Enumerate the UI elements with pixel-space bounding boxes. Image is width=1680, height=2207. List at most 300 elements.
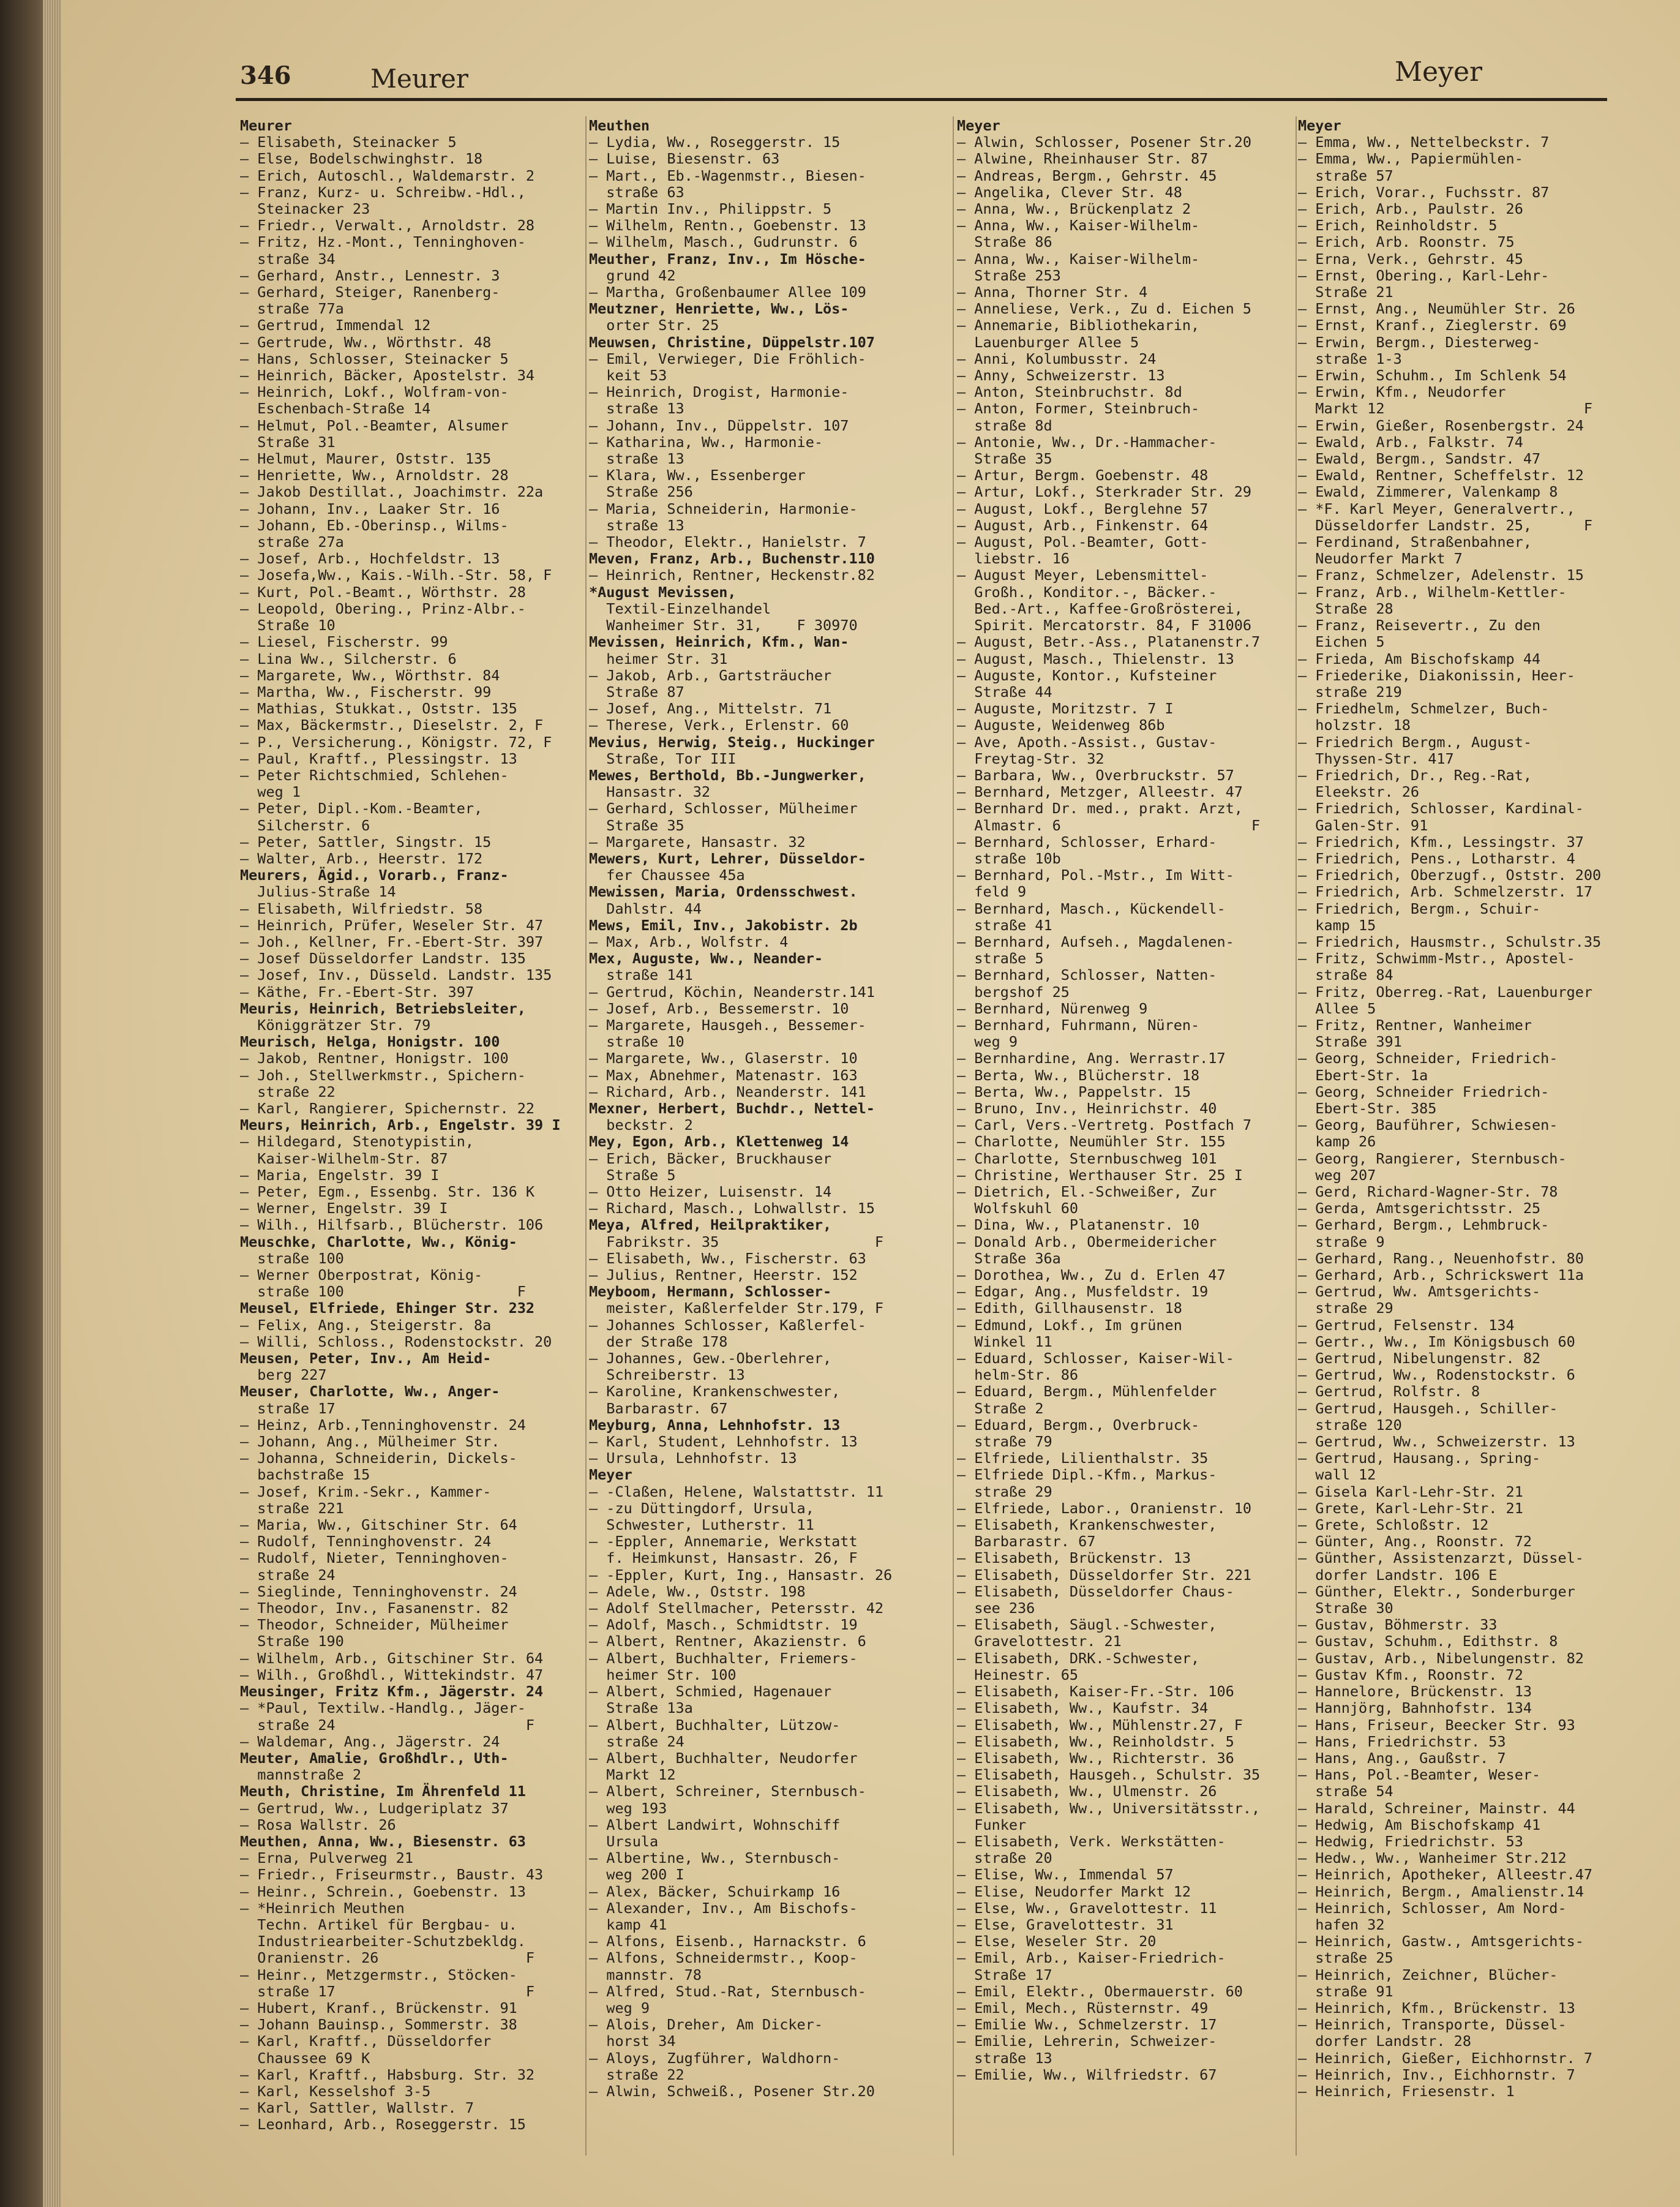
directory-entry-line: — Josef, Arb., Hochfeldstr. 13 [240,550,500,568]
directory-entry-line: — Erwin, Schuhm., Im Schlenk 54 [1298,367,1567,385]
directory-entry-line: — Georg, Schneider, Friedrich- [1298,1050,1558,1067]
directory-entry-line: Straße 30 [1298,1600,1393,1617]
directory-entry-line: Meuris, Heinrich, Betriebsleiter, [240,999,526,1017]
directory-entry-line: Barbarastr. 67 [957,1533,1096,1551]
directory-entry-line: — Heinrich, Gießer, Eichhornstr. 7 [1298,2049,1593,2067]
directory-entry-line: straße 17 F [240,1982,535,2000]
directory-entry-line: — Elisabeth, Krankenschwester, [957,1516,1217,1534]
directory-entry-line: — Margarete, Ww., Glaserstr. 10 [589,1050,858,1067]
directory-entry-line: Mexner, Herbert, Buchdr., Nettel- [589,1099,875,1117]
directory-entry-line: Steinacker 23 [240,200,370,218]
directory-entry-line: — Erwin, Gießer, Rosenbergstr. 24 [1298,416,1584,434]
directory-entry-line: — Gustav, Schuhm., Edithstr. 8 [1298,1633,1558,1650]
directory-entry-line: fer Chaussee 45a [589,867,745,884]
directory-entry-line: — Alfons, Schneidermstr., Koop- [589,1949,858,1967]
directory-entry-line: horst 34 [589,2032,676,2050]
directory-entry-line: — -Eppler, Kurt, Ing., Hansastr. 26 [589,1566,893,1584]
directory-entry-line: Meyburg, Anna, Lehnhofstr. 13 [589,1416,841,1434]
directory-entry-line: — Elfriede, Lilienthalstr. 35 [957,1449,1209,1467]
directory-entry-line: holzstr. 18 [1298,716,1411,734]
directory-entry-line: Meyer [1298,118,1341,134]
directory-entry-line: straße 9 [1298,1233,1385,1250]
directory-entry-line: — Erich, Autoschl., Waldemarstr. 2 [240,167,535,184]
directory-entry-line: — Fritz, Hz.-Mont., Tenninghoven- [240,233,526,251]
directory-entry-line: — Friedrich Bergm., August- [1298,733,1532,751]
directory-entry-line: — Gertrud, Rolfstr. 8 [1298,1383,1480,1401]
directory-entry-line: — Josef, Ang., Mittelstr. 71 [589,700,832,718]
directory-entry-line: Meuwsen, Christine, Düppelstr.107 [589,333,875,351]
directory-entry-line: — Lydia, Ww., Roseggerstr. 15 [589,133,841,151]
directory-entry-line: — Else, Gravelottestr. 31 [957,1916,1174,1933]
directory-entry-line: — Gertrud, Köchin, Neanderstr.141 [589,983,875,1001]
directory-entry-line: Meven, Franz, Arb., Buchenstr.110 [589,550,875,568]
directory-entry-line: — Albertine, Ww., Sternbusch- [589,1849,841,1867]
directory-entry-line: — Elisabeth, Ww., Kaufstr. 34 [957,1699,1209,1717]
directory-entry-line: meister, Kaßlerfelder Str.179, F [589,1299,884,1317]
directory-entry-line: — Gertrud, Ww., Rodenstockstr. 6 [1298,1366,1575,1384]
directory-entry-line: — Anna, Ww., Kaiser-Wilhelm- [957,217,1200,235]
directory-entry-line: — August, Betr.-Ass., Platanenstr.7 [957,633,1261,651]
directory-entry-line: — Elisabeth, Hausgeh., Schulstr. 35 [957,1766,1261,1784]
column-4 [1298,118,1678,2187]
directory-entry-line: — Erna, Verk., Gehrstr. 45 [1298,250,1523,268]
directory-entry-line: heimer Str. 31 [589,650,728,667]
directory-entry-line: Mewes, Berthold, Bb.-Jungwerker, [589,766,866,784]
directory-entry-line: — August Meyer, Lebensmittel- [957,566,1209,584]
directory-entry-line: Gravelottestr. 21 [957,1633,1122,1650]
directory-entry-line: Wanheimer Str. 31, F 30970 [589,617,858,634]
directory-entry-line: Meurs, Heinrich, Arb., Engelstr. 39 I [240,1116,561,1134]
directory-entry-line: — Alwin, Schweiß., Posener Str.20 [589,2082,875,2100]
directory-entry-line: straße 29 [1298,1299,1393,1317]
directory-entry-line: — Elisabeth, DRK.-Schwester, [957,1649,1200,1667]
directory-entry-line: Straße 10 [240,617,336,634]
directory-entry-line: — Alex, Bäcker, Schuirkamp 16 [589,1882,841,1900]
directory-entry-line: — Fritz, Oberreg.-Rat, Lauenburger [1298,983,1593,1001]
directory-entry-line: — Franz, Arb., Wilhelm-Kettler- [1298,583,1567,601]
directory-entry-line: straße 20 [957,1849,1052,1867]
directory-entry-line: Kaiser-Wilhelm-Str. 87 [240,1149,448,1167]
directory-entry-line: Neudorfer Markt 7 [1298,550,1463,568]
directory-entry-line: Dahlstr. 44 [589,900,702,917]
directory-entry-line: — Sieglinde, Tenninghovenstr. 24 [240,1582,517,1600]
directory-entry-line: Funker [957,1816,1027,1833]
directory-entry-line: — Johannes Schlosser, Kaßlerfel- [589,1316,866,1334]
directory-entry-line: — Bernhard, Metzger, Alleestr. 47 [957,783,1243,801]
directory-entry-line: — Elisabeth, Ww., Ulmenstr. 26 [957,1783,1217,1800]
directory-entry-line: — Gertrud, Hausang., Spring- [1298,1449,1541,1467]
directory-entry-line: Straße 17 [957,1966,1052,1983]
directory-entry-line: — Ernst, Ang., Neumühler Str. 26 [1298,300,1575,318]
directory-entry-line: — Hannelore, Brückenstr. 13 [1298,1683,1532,1701]
directory-entry-line: — Heinr., Schrein., Goebenstr. 13 [240,1882,526,1900]
directory-entry-line: — Gerhard, Rang., Neuenhofstr. 80 [1298,1249,1584,1267]
directory-entry-line: feld 9 [957,883,1027,901]
directory-entry-line: — Elisabeth, Wilfriedstr. 58 [240,900,483,917]
directory-entry-line: — Friedr., Verwalt., Arnoldstr. 28 [240,217,535,235]
directory-entry-line: — Johann, Inv., Laaker Str. 16 [240,500,500,517]
directory-entry-line: — Gertrud, Immendal 12 [240,317,431,334]
directory-entry-line: beckstr. 2 [589,1116,693,1134]
directory-entry-line: — Peter, Egm., Essenbg. Str. 136 K [240,1183,535,1200]
directory-entry-line: — Gerhard, Bergm., Lehmbruck- [1298,1216,1550,1234]
directory-entry-line: Almastr. 6 F [957,816,1261,834]
directory-entry-line: — Julius, Rentner, Heerstr. 152 [589,1266,858,1284]
directory-entry-line: Techn. Artikel für Bergbau- u. [240,1916,517,1933]
directory-entry-line: — Anna, Ww., Kaiser-Wilhelm- [957,250,1200,268]
directory-entry-line: — Adolf, Masch., Schmidtstr. 19 [589,1616,858,1634]
directory-entry-line: — Ernst, Kranf., Zieglerstr. 69 [1298,317,1567,334]
directory-entry-line: — Leopold, Obering., Prinz-Albr.- [240,600,526,617]
directory-entry-line: berg 227 [240,1366,327,1384]
directory-entry-line: — Rudolf, Nieter, Tenninghoven- [240,1549,509,1567]
directory-entry-line: — Heinrich, Prüfer, Weseler Str. 47 [240,916,544,934]
directory-entry-line: — Richard, Masch., Lohwallstr. 15 [589,1200,875,1217]
page-number: 346 [240,61,291,90]
directory-entry-line: — Barbara, Ww., Overbruckstr. 57 [957,766,1234,784]
column-3 [957,118,1332,2187]
directory-entry-line: — Luise, Biesenstr. 63 [589,150,780,168]
directory-entry-line: — Helmut, Pol.-Beamter, Alsumer [240,416,509,434]
directory-entry-line: Straße 35 [957,450,1052,468]
directory-entry-line: — Andreas, Bergm., Gehrstr. 45 [957,167,1217,184]
directory-entry-line: straße 221 [240,1499,344,1517]
directory-entry-line: — Johannes, Gew.-Oberlehrer, [589,1350,832,1367]
directory-entry-line: Meyboom, Hermann, Schlosser- [589,1283,832,1301]
directory-entry-line: — Otto Heizer, Luisenstr. 14 [589,1183,832,1200]
directory-entry-line: — Dorothea, Ww., Zu d. Erlen 47 [957,1266,1226,1284]
directory-entry-line: — Heinrich, Apotheker, Alleestr.47 [1298,1866,1593,1884]
directory-entry-line: — Heinrich, Bergm., Amalienstr.14 [1298,1882,1584,1900]
directory-entry-line: straße 22 [589,2066,684,2083]
directory-entry-line: — Georg, Schneider Friedrich- [1298,1083,1550,1100]
directory-entry-line: Straße 35 [589,816,684,834]
directory-entry-line: — Friedrich, Pens., Lotharstr. 4 [1298,849,1575,867]
directory-entry-line: — Hans, Friseur, Beecker Str. 93 [1298,1716,1575,1734]
directory-entry-line: kamp 15 [1298,916,1376,934]
directory-entry-line: — Friedhelm, Schmelzer, Buch- [1298,700,1550,718]
directory-entry-line: — Elisabeth, Ww., Mühlenstr.27, F [957,1716,1243,1734]
directory-entry-line: — Margarete, Hausgeh., Bessemer- [589,1016,866,1034]
directory-entry-line: straße 77a [240,300,344,318]
directory-entry-line: straße 79 [957,1433,1052,1451]
directory-entry-line: Straße 190 [240,1633,344,1650]
directory-entry-line: Großh., Konditor.-, Bäcker.- [957,583,1217,601]
directory-entry-line: — Gerhard, Schlosser, Mülheimer [589,800,858,818]
directory-entry-line: — Erich, Reinholdstr. 5 [1298,217,1498,235]
directory-entry-line: Mevissen, Heinrich, Kfm., Wan- [589,633,849,651]
directory-entry-line: — Anneliese, Verk., Zu d. Eichen 5 [957,300,1252,318]
directory-entry-line: Mewissen, Maria, Ordensschwest. [589,883,858,901]
directory-entry-line: — Grete, Karl-Lehr-Str. 21 [1298,1499,1523,1517]
directory-entry-line: Straße 13a [589,1699,693,1717]
directory-entry-line: — *F. Karl Meyer, Generalvertr., [1298,500,1575,517]
directory-entry-line: — Joh., Stellwerkmstr., Spichern- [240,1066,526,1084]
directory-entry-line: — Josef, Arb., Bessemerstr. 10 [589,999,849,1017]
directory-entry-line: — Friedrich, Dr., Reg.-Rat, [1298,766,1532,784]
directory-entry-line: — Bernhard, Aufseh., Magdalenen- [957,933,1234,950]
directory-entry-line: — Emma, Ww., Nettelbeckstr. 7 [1298,133,1550,151]
directory-entry-line: — Aloys, Zugführer, Waldhorn- [589,2049,841,2067]
directory-entry-line: Silcherstr. 6 [240,816,370,834]
directory-entry-line: Meyer [589,1466,632,1484]
directory-entry-line: weg 207 [1298,1166,1376,1184]
directory-entry-line: — Auguste, Weidenweg 86b [957,716,1165,734]
directory-entry-line: mannstr. 78 [589,1966,702,1983]
directory-entry-line: Spirit. Mercatorstr. 84, F 31006 [957,617,1252,634]
directory-entry-line: — Hans, Ang., Gaußstr. 7 [1298,1749,1506,1767]
directory-entry-line: Ursula [589,1832,659,1850]
directory-entry-line: Industriearbeiter-Schutzbekldg. [240,1933,526,1950]
directory-entry-line: — Bernhard Dr. med., prakt. Arzt, [957,800,1243,818]
directory-entry-line: Julius-Straße 14 [240,883,396,901]
directory-entry-line: — Anton, Steinbruchstr. 8d [957,383,1182,401]
directory-entry-line: straße 13 [589,516,684,534]
directory-entry-line: — Gerda, Amtsgerichtsstr. 25 [1298,1200,1541,1217]
directory-entry-line: — Wilh., Großhdl., Wittekindstr. 47 [240,1666,544,1683]
directory-entry-line: — Grete, Schloßstr. 12 [1298,1516,1489,1534]
directory-entry-line: — Liesel, Fischerstr. 99 [240,633,448,651]
directory-entry-line: — Elisabeth, Verk. Werkstätten- [957,1832,1226,1850]
directory-entry-line: Barbarastr. 67 [589,1399,728,1417]
directory-entry-line: straße 13 [957,2049,1052,2067]
directory-entry-line: — Peter Richtschmied, Schlehen- [240,766,509,784]
directory-entry-line: *August Mevissen, [589,583,737,601]
directory-entry-line: — Albert Landwirt, Wohnschiff [589,1816,841,1833]
directory-entry-line: — Antonie, Ww., Dr.-Hammacher- [957,433,1217,451]
directory-entry-line: — Hedwig, Friedrichstr. 53 [1298,1832,1523,1850]
directory-entry-line: — Lina Ww., Silcherstr. 6 [240,650,457,667]
directory-entry-line: — Karl, Kesselshof 3-5 [240,2082,431,2100]
directory-entry-line: Straße 36a [957,1249,1061,1267]
directory-entry-line: — Hans, Pol.-Beamter, Weser- [1298,1766,1541,1784]
directory-entry-line: — Maria, Schneiderin, Harmonie- [589,500,858,517]
directory-entry-line: — Friederike, Diakonissin, Heer- [1298,666,1575,684]
directory-entry-line: — Maria, Engelstr. 39 I [240,1166,440,1184]
directory-entry-line: — Franz, Reisevertr., Zu den [1298,617,1541,634]
directory-entry-line: — Emilie, Lehrerin, Schweizer- [957,2032,1217,2050]
directory-entry-line: — Berta, Ww., Blücherstr. 18 [957,1066,1200,1084]
directory-entry-line: — Elisabeth, Ww., Fischerstr. 63 [589,1249,866,1267]
directory-entry-line: — Margarete, Ww., Wörthstr. 84 [240,666,500,684]
directory-entry-line: straße 24 [589,1732,684,1750]
directory-entry-line: — Adele, Ww., Oststr. 198 [589,1582,806,1600]
directory-entry-line: — Karl, Rangierer, Spichernstr. 22 [240,1099,535,1117]
directory-entry-line: — Friedrich, Hausmstr., Schulstr.35 [1298,933,1602,950]
directory-entry-line: — Hildegard, Stenotypistin, [240,1133,474,1151]
directory-entry-line: — Elisabeth, Düsseldorfer Str. 221 [957,1566,1252,1584]
directory-entry-line: — Else, Bodelschwinghstr. 18 [240,150,483,168]
directory-entry-line: — Ewald, Arb., Falkstr. 74 [1298,433,1523,451]
directory-entry-line: straße 1-3 [1298,350,1402,367]
directory-entry-line: Straße 28 [1298,600,1393,617]
directory-entry-line: straße 13 [589,400,684,418]
directory-entry-line: Meyer [957,118,1000,134]
header-right-title: Meyer [1395,56,1483,88]
directory-entry-line: — Gertrude, Ww., Wörthstr. 48 [240,333,492,351]
directory-entry-line: — Edmund, Lokf., Im grünen [957,1316,1182,1334]
directory-entry-line: — Else, Ww., Gravelottestr. 11 [957,1899,1217,1917]
directory-entry-line: — Alwin, Schlosser, Posener Str.20 [957,133,1252,151]
directory-entry-line: Straße 253 [957,266,1061,284]
directory-entry-line: Meuthen, Anna, Ww., Biesenstr. 63 [240,1832,526,1850]
directory-entry-line: — Hubert, Kranf., Brückenstr. 91 [240,1999,517,2017]
directory-entry-line: Schwester, Lutherstr. 11 [589,1516,814,1534]
directory-entry-line: weg 9 [589,1999,650,2017]
directory-entry-line: — Richard, Arb., Neanderstr. 141 [589,1083,866,1100]
directory-entry-line: straße 24 [240,1566,336,1584]
directory-entry-line: — Friedrich, Arb. Schmelzerstr. 17 [1298,883,1593,901]
directory-entry-line: — Gustav, Böhmerstr. 33 [1298,1616,1498,1634]
directory-entry-line: — Heinrich, Gastw., Amtsgerichts- [1298,1933,1584,1950]
directory-entry-line: — P., Versicherung., Königstr. 72, F [240,733,552,751]
directory-entry-line: Allee 5 [1298,999,1376,1017]
directory-entry-line: — Gertrud, Ww. Amtsgerichts- [1298,1283,1541,1301]
directory-entry-line: — Anny, Schweizerstr. 13 [957,367,1165,385]
directory-entry-line: — Rudolf, Tenninghovenstr. 24 [240,1533,492,1551]
directory-entry-line: straße 57 [1298,167,1393,184]
directory-entry-line: — Franz, Kurz- u. Schreibw.-Hdl., [240,183,526,201]
directory-entry-line: — Albert, Buchhalter, Friemers- [589,1649,858,1667]
directory-entry-line: — Walter, Arb., Heerstr. 172 [240,849,483,867]
directory-entry-line: — Emilie, Ww., Wilfriedstr. 67 [957,2066,1217,2083]
directory-entry-line: straße 10b [957,849,1061,867]
directory-entry-line: — Werner, Engelstr. 39 I [240,1200,448,1217]
directory-entry-line: — Waldemar, Ang., Jägerstr. 24 [240,1732,500,1750]
directory-entry-line: straße 63 [589,183,684,201]
directory-entry-line: see 236 [957,1600,1035,1617]
directory-entry-line: — Emil, Elektr., Obermauerstr. 60 [957,1982,1243,2000]
directory-entry-line: — Josef, Inv., Düsseld. Landstr. 135 [240,966,552,984]
directory-entry-line: — Paul, Kraftf., Plessingstr. 13 [240,750,517,767]
directory-entry-line: — -zu Düttingdorf, Ursula, [589,1499,814,1517]
directory-entry-line: — Alwine, Rheinhauser Str. 87 [957,150,1209,168]
directory-entry-line: Thyssen-Str. 417 [1298,750,1454,767]
directory-entry-line: straße 24 F [240,1716,535,1734]
directory-entry-line: — Annemarie, Bibliothekarin, [957,317,1200,334]
directory-entry-line: — Maria, Ww., Gitschiner Str. 64 [240,1516,517,1534]
directory-entry-line: — Bernhard, Pol.-Mstr., Im Witt- [957,867,1234,884]
directory-entry-line: Freytag-Str. 32 [957,750,1104,767]
directory-entry-line: — -Eppler, Annemarie, Werkstatt [589,1533,858,1551]
directory-entry-line: Meuter, Amalie, Großhdlr., Uth- [240,1749,509,1767]
directory-entry-line: Meya, Alfred, Heilpraktiker, [589,1216,832,1234]
directory-entry-line: straße 5 [957,950,1044,968]
directory-entry-line: — Erich, Arb., Paulstr. 26 [1298,200,1523,218]
directory-entry-line: Straße, Tor III [589,750,737,767]
directory-entry-line: — Auguste, Moritzstr. 7 I [957,700,1174,718]
directory-entry-line: Textil-Einzelhandel [589,600,771,617]
directory-entry-line: — Emil, Arb., Kaiser-Friedrich- [957,1949,1226,1967]
directory-entry-line: straße 25 [1298,1949,1393,1967]
directory-entry-line: — Elfriede, Labor., Oranienstr. 10 [957,1499,1252,1517]
directory-entry-line: wall 12 [1298,1466,1376,1484]
directory-entry-line: — Felix, Ang., Steigerstr. 8a [240,1316,492,1334]
directory-entry-line: Ebert-Str. 385 [1298,1099,1437,1117]
directory-entry-line: weg 1 [240,783,301,801]
directory-entry-line: straße 219 [1298,683,1402,701]
directory-entry-line: — Anton, Former, Steinbruch- [957,400,1200,418]
directory-entry-line: Fabrikstr. 35 F [589,1233,884,1250]
directory-entry-line: — Gertrud, Hausgeh., Schiller- [1298,1399,1558,1417]
directory-entry-line: — Bernhard, Schlosser, Erhard- [957,833,1217,851]
directory-entry-line: — Harald, Schreiner, Mainstr. 44 [1298,1799,1575,1817]
directory-entry-line: — Bernhard, Fuhrmann, Nüren- [957,1016,1200,1034]
directory-entry-line: — Albert, Schmied, Hagenauer [589,1683,832,1701]
directory-entry-line: — Albert, Schreiner, Sternbusch- [589,1783,866,1800]
directory-entry-line: straße 100 [240,1249,344,1267]
directory-entry-line: heimer Str. 100 [589,1666,737,1683]
directory-entry-line: — Heinrich, Zeichner, Blücher- [1298,1966,1558,1983]
directory-entry-line: — Theodor, Inv., Fasanenstr. 82 [240,1600,509,1617]
directory-entry-line: — Max, Bäckermstr., Dieselstr. 2, F [240,716,544,734]
directory-entry-line: — Gerd, Richard-Wagner-Str. 78 [1298,1183,1558,1200]
directory-entry-line: — *Paul, Textilw.-Handlg., Jäger- [240,1699,526,1717]
directory-entry-line: — Gertrud, Ww., Schweizerstr. 13 [1298,1433,1575,1451]
directory-entry-line: — Eduard, Schlosser, Kaiser-Wil- [957,1350,1234,1367]
directory-entry-line: — Dina, Ww., Platanenstr. 10 [957,1216,1200,1234]
directory-entry-line: — Wilhelm, Arb., Gitschiner Str. 64 [240,1649,544,1667]
directory-entry-line: — Dietrich, El.-Schweißer, Zur [957,1183,1217,1200]
directory-entry-line: — Karl, Kraftf., Düsseldorfer [240,2032,492,2050]
directory-entry-line: Meuser, Charlotte, Ww., Anger- [240,1383,500,1401]
directory-entry-line: — Ewald, Bergm., Sandstr. 47 [1298,450,1541,468]
directory-entry-line: — Emil, Verwieger, Die Fröhlich- [589,350,866,367]
directory-entry-line: — Elisabeth, Steinacker 5 [240,133,457,151]
directory-entry-line: straße 8d [957,416,1052,434]
directory-entry-line: straße 54 [1298,1783,1393,1800]
directory-entry-line: Straße 391 [1298,1033,1402,1051]
directory-entry-line: — Erwin, Kfm., Neudorfer [1298,383,1506,401]
directory-entry-line: — Elisabeth, Düsseldorfer Chaus- [957,1582,1234,1600]
directory-entry-line: — Franz, Schmelzer, Adelenstr. 15 [1298,566,1584,584]
directory-entry-line: — Emilie Ww., Schmelzerstr. 17 [957,2016,1217,2034]
directory-entry-line: — Karl, Student, Lehnhofstr. 13 [589,1433,858,1451]
directory-entry-line: — Anni, Kolumbusstr. 24 [957,350,1157,367]
directory-entry-line: — Gustav, Arb., Nibelungenstr. 82 [1298,1649,1584,1667]
directory-entry-line: Galen-Str. 91 [1298,816,1428,834]
directory-entry-line: — Gertrud, Ww., Ludgeriplatz 37 [240,1799,509,1817]
directory-entry-line: straße 84 [1298,966,1393,984]
directory-entry-line: straße 13 [589,450,684,468]
directory-entry-line: — Emil, Mech., Rüsternstr. 49 [957,1999,1209,2017]
directory-entry-line: — August, Masch., Thielenstr. 13 [957,650,1234,667]
directory-entry-line: — Ewald, Zimmerer, Valenkamp 8 [1298,483,1558,501]
directory-entry-line: — Elisabeth, Säugl.-Schwester, [957,1616,1217,1634]
directory-entry-line: dorfer Landstr. 28 [1298,2032,1471,2050]
directory-entry-line: — Eduard, Bergm., Overbruck- [957,1416,1200,1434]
directory-entry-line: — Elise, Ww., Immendal 57 [957,1866,1174,1884]
directory-entry-line: Ebert-Str. 1a [1298,1066,1428,1084]
directory-entry-line: keit 53 [589,367,667,385]
directory-entry-line: f. Heimkunst, Hansastr. 26, F [589,1549,858,1567]
directory-entry-line: — Theodor, Schneider, Mülheimer [240,1616,509,1634]
directory-entry-line: — Heinrich, Drogist, Harmonie- [589,383,849,401]
directory-entry-line: — Katharina, Ww., Harmonie- [589,433,823,451]
directory-entry-line: — Emma, Ww., Papiermühlen- [1298,150,1523,168]
directory-entry-line: Straße 31 [240,433,336,451]
directory-entry-line: Straße 44 [957,683,1052,701]
directory-entry-line: — Bernhard, Masch., Kückendell- [957,900,1226,917]
directory-entry-line: — Rosa Wallstr. 26 [240,1816,396,1833]
directory-entry-line: Eleekstr. 26 [1298,783,1420,801]
directory-entry-line: — Martha, Ww., Fischerstr. 99 [240,683,492,701]
directory-entry-line: — Joh., Kellner, Fr.-Ebert-Str. 397 [240,933,544,950]
directory-entry-line: — Peter, Dipl.-Kom.-Beamter, [240,800,483,818]
directory-entry-line: — Gerhard, Anstr., Lennestr. 3 [240,266,500,284]
directory-entry-line: — Anna, Thorner Str. 4 [957,284,1148,301]
directory-entry-line: — Ferdinand, Straßenbahner, [1298,533,1532,551]
